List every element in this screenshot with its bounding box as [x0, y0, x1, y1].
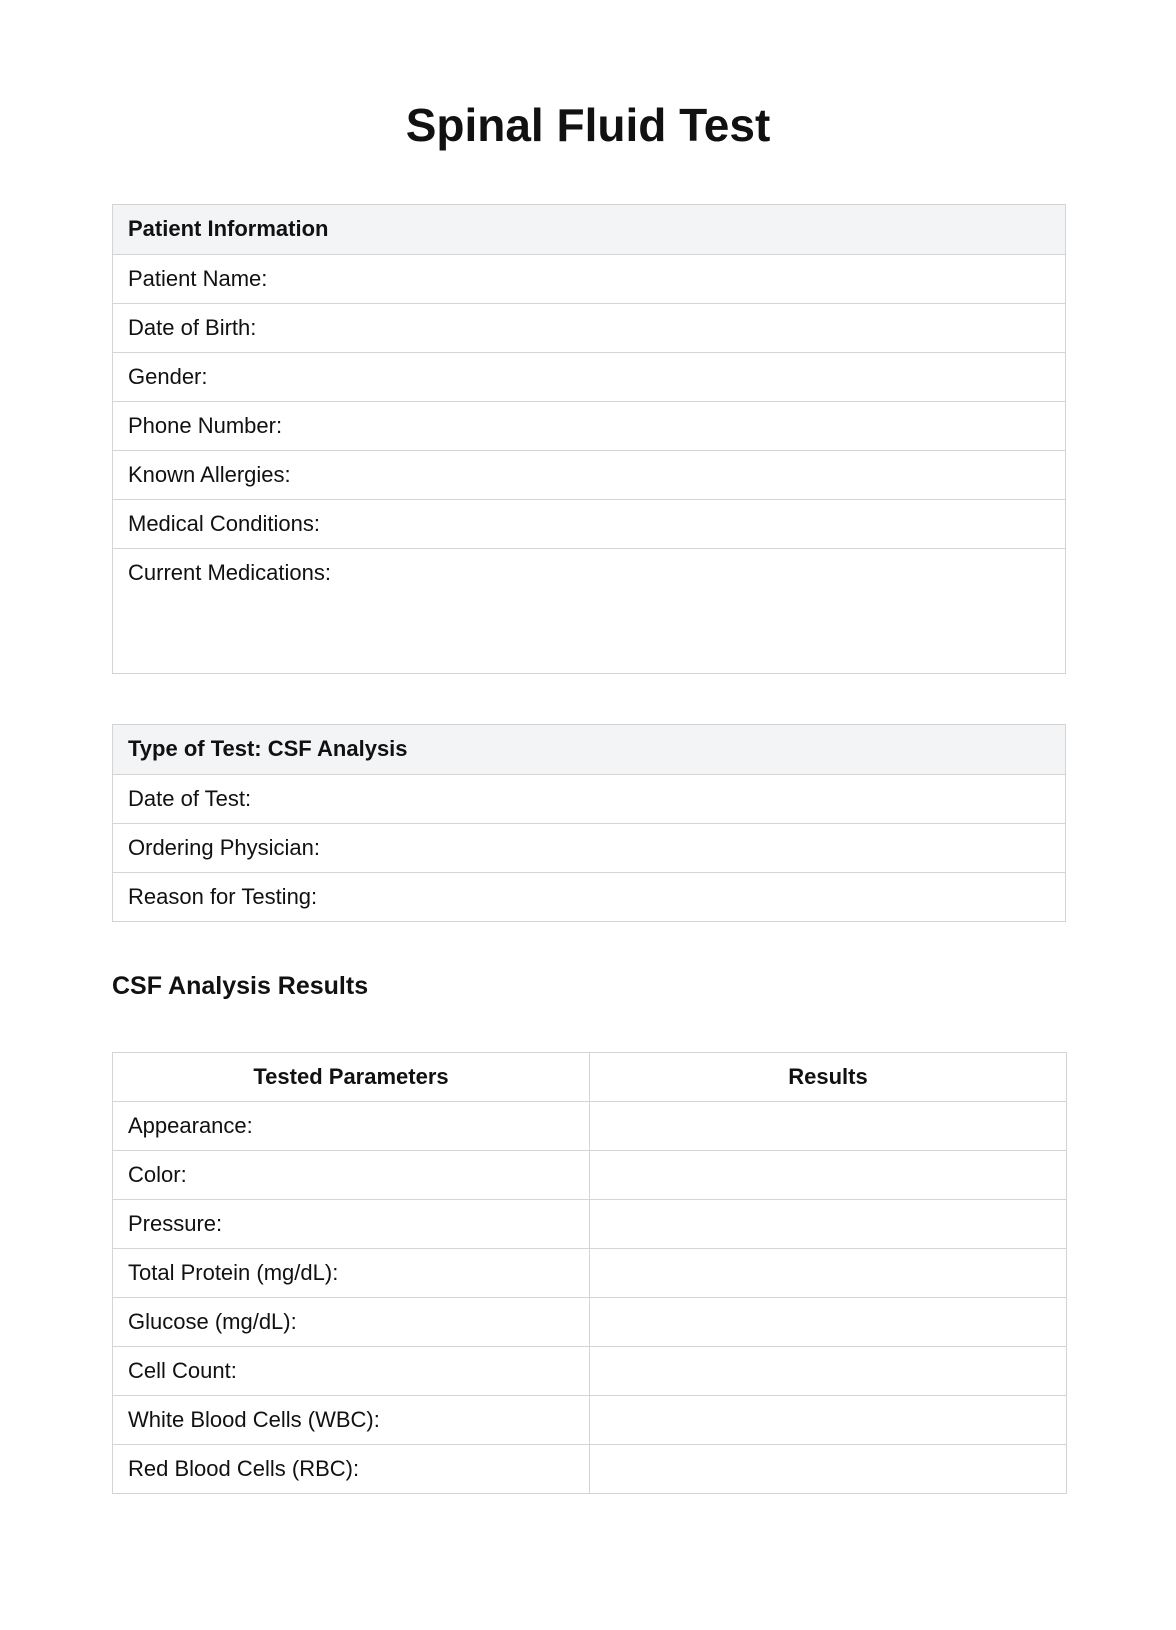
table-row [113, 1396, 1067, 1445]
table-row [113, 1200, 1067, 1249]
table-row [113, 1347, 1067, 1396]
parameter-white-blood-cells: White Blood Cells (WBC): [113, 1396, 590, 1445]
parameter-appearance: Appearance: [113, 1102, 590, 1151]
medical-conditions-field[interactable]: Medical Conditions: [113, 499, 1065, 548]
results-section-heading: CSF Analysis Results [112, 972, 369, 1000]
result-red-blood-cells-cell[interactable] [590, 1445, 1067, 1494]
phone-number-field[interactable]: Phone Number: [113, 401, 1065, 450]
current-medications-field[interactable]: Current Medications: [113, 548, 1065, 673]
reason-for-testing-field[interactable]: Reason for Testing: [113, 872, 1065, 921]
parameter-pressure: Pressure: [113, 1200, 590, 1249]
parameter-glucose: Glucose (mg/dL): [113, 1298, 590, 1347]
table-row [113, 1445, 1067, 1494]
results-header-row [113, 1053, 1067, 1102]
parameter-red-blood-cells: Red Blood Cells (RBC): [113, 1445, 590, 1494]
results-column-header: Results [590, 1053, 1067, 1102]
table-row [113, 1151, 1067, 1200]
result-color-cell[interactable] [590, 1151, 1067, 1200]
tested-parameters-column-header: Tested Parameters [113, 1053, 590, 1102]
results-table [112, 1052, 1067, 1494]
parameter-color: Color: [113, 1151, 590, 1200]
date-of-test-field[interactable]: Date of Test: [113, 774, 1065, 823]
table-row [113, 1102, 1067, 1151]
result-total-protein-cell[interactable] [590, 1249, 1067, 1298]
patient-information-header: Patient Information [113, 205, 1065, 254]
test-information-table [112, 724, 1066, 922]
result-cell-count-cell[interactable] [590, 1347, 1067, 1396]
parameter-total-protein: Total Protein (mg/dL): [113, 1249, 590, 1298]
page-title: Spinal Fluid Test [405, 99, 771, 151]
patient-information-table [112, 204, 1066, 674]
result-pressure-cell[interactable] [590, 1200, 1067, 1249]
date-of-birth-field[interactable]: Date of Birth: [113, 303, 1065, 352]
table-row [113, 1298, 1067, 1347]
known-allergies-field[interactable]: Known Allergies: [113, 450, 1065, 499]
result-glucose-cell[interactable] [590, 1298, 1067, 1347]
result-appearance-cell[interactable] [590, 1102, 1067, 1151]
table-row [113, 1249, 1067, 1298]
patient-name-field[interactable]: Patient Name: [113, 254, 1065, 303]
parameter-cell-count: Cell Count: [113, 1347, 590, 1396]
gender-field[interactable]: Gender: [113, 352, 1065, 401]
ordering-physician-field[interactable]: Ordering Physician: [113, 823, 1065, 872]
result-white-blood-cells-cell[interactable] [590, 1396, 1067, 1445]
test-type-header: Type of Test: CSF Analysis [113, 725, 1065, 774]
